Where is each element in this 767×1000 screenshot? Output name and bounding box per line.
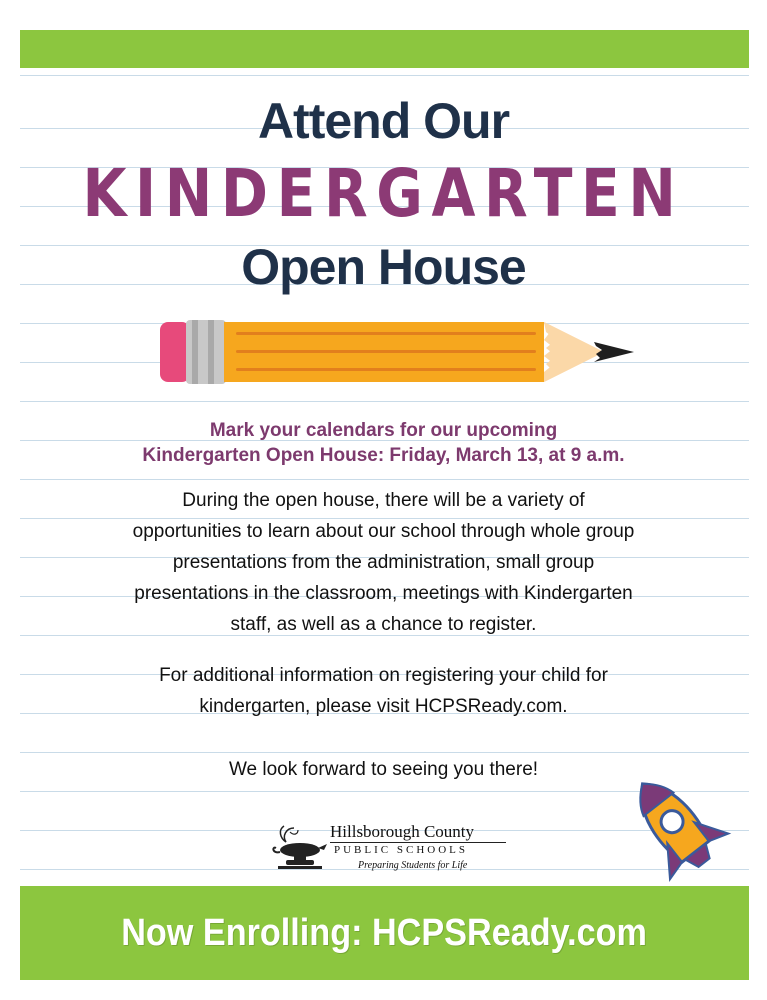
logo-public-schools: PUBLIC SCHOOLS <box>334 844 468 856</box>
title-attend-our: Attend Our <box>257 93 510 149</box>
district-logo <box>272 822 512 874</box>
calendar-notice <box>0 418 767 468</box>
rocket-illustration <box>612 768 742 888</box>
calendar-notice-line-1: Mark your calendars for our upcoming <box>209 420 558 441</box>
paragraph-closing: We look forward to seeing you there! <box>228 759 539 780</box>
paragraph-line: staff, as well as a chance to register. <box>230 614 537 635</box>
paragraph-line: During the open house, there will be a variety of <box>182 490 585 511</box>
paragraph-line: For additional information on registering your child for <box>159 665 608 686</box>
title-kindergarten: KINDERGARTEN <box>82 155 685 232</box>
logo-divider <box>330 842 506 843</box>
logo-district-name: Hillsborough County <box>330 822 475 841</box>
paragraph-line: presentations from the administration, small group <box>172 552 595 573</box>
paragraph-line: presentations in the classroom, meetings with Kindergarten <box>134 583 633 604</box>
logo-tagline: Preparing Students for Life <box>358 860 468 871</box>
paragraph-line: opportunities to learn about our school through whole group <box>132 521 635 542</box>
pencil-illustration <box>158 318 638 386</box>
calendar-notice-line-2: Kindergarten Open House: Friday, March 13, at 9 a.m. <box>142 445 625 466</box>
paragraph-open-house-details <box>60 485 707 640</box>
footer-banner-text: Now Enrolling: HCPSReady.com <box>121 911 648 954</box>
lamp-of-learning-icon <box>272 824 328 870</box>
top-green-bar <box>20 30 749 68</box>
footer-enrollment-banner <box>20 886 749 980</box>
title-open-house: Open House <box>241 239 526 295</box>
paragraph-line: kindergarten, please visit HCPSReady.com. <box>199 696 568 717</box>
paragraph-registration-info <box>60 660 707 722</box>
